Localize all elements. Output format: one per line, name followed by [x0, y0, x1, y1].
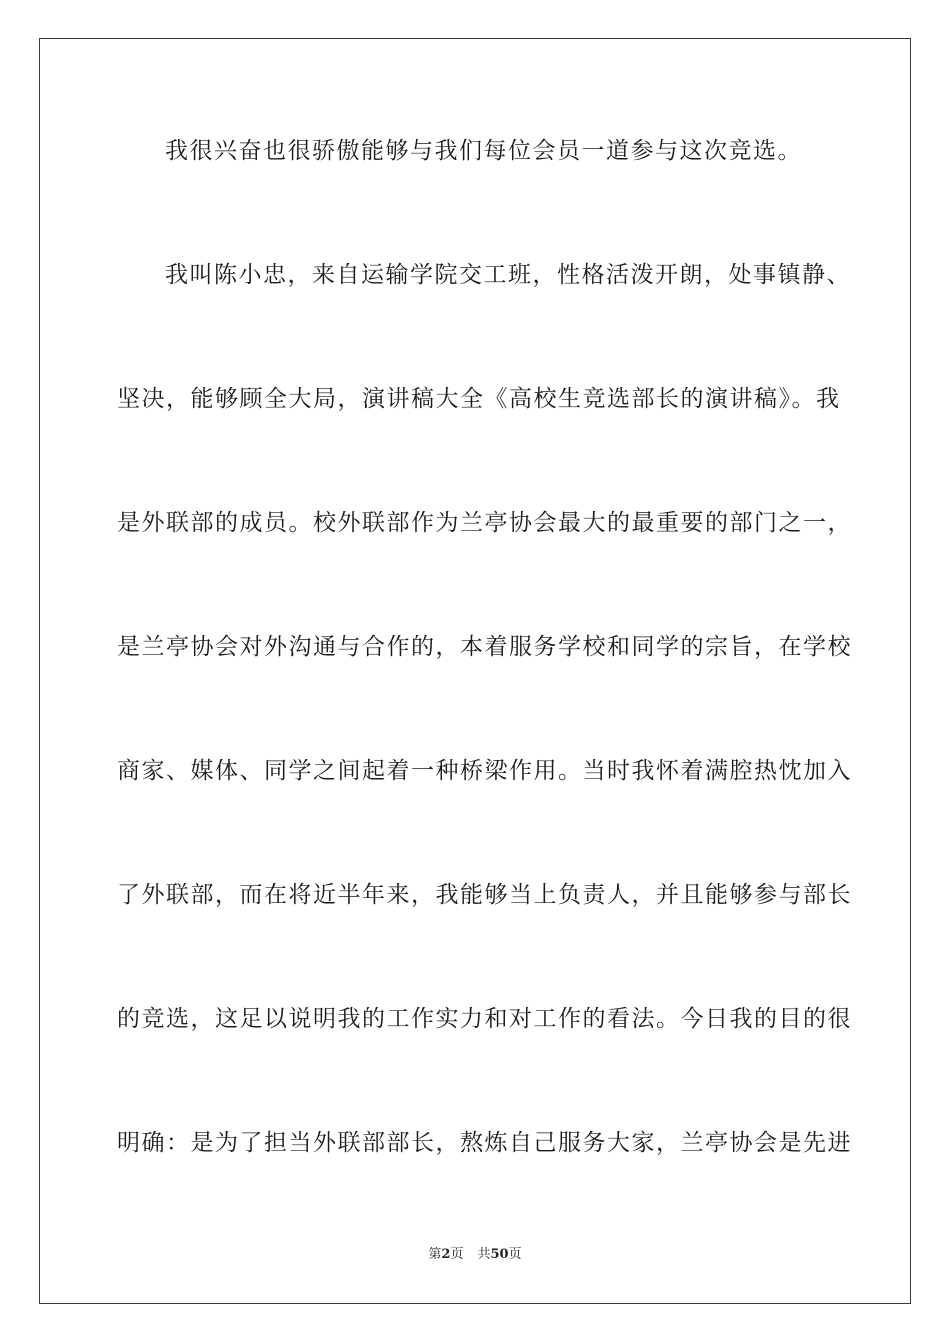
page-suffix: 页: [450, 1247, 464, 1262]
paragraph-line-8: 的竞选，这足以说明我的工作实力和对工作的看法。今日我的目的很: [117, 1006, 852, 1032]
paragraph-line-9: 明确：是为了担当外联部部长，熬炼自己服务大家，兰亭协会是先进: [117, 1130, 852, 1156]
paragraph-line-3: 坚决，能够顾全大局，演讲稿大全《高校生竞选部长的演讲稿》。我: [117, 386, 841, 412]
page-prefix: 第: [428, 1247, 442, 1262]
paragraph-line-1: 我很兴奋也很骄傲能够与我们每位会员一道参与这次竞选。: [165, 138, 802, 164]
paragraph-line-4: 是外联部的成员。校外联部作为兰亭协会最大的最重要的部门之一，: [117, 510, 852, 536]
page-number: 2: [441, 1247, 451, 1262]
paragraph-line-2: 我叫陈小忠，来自运输学院交工班，性格活泼开朗，处事镇静、: [165, 262, 851, 288]
total-prefix: 共: [477, 1247, 491, 1262]
page-border: [39, 38, 911, 1304]
total-pages: 50: [490, 1247, 509, 1262]
page-footer: [0, 1246, 950, 1264]
paragraph-line-6: 商家、媒体、同学之间起着一种桥梁作用。当时我怀着满腔热忱加入: [117, 758, 852, 784]
total-suffix: 页: [508, 1247, 522, 1262]
paragraph-line-7: 了外联部，而在将近半年来，我能够当上负责人，并且能够参与部长: [117, 882, 852, 908]
paragraph-line-5: 是兰亭协会对外沟通与合作的，本着服务学校和同学的宗旨，在学校: [117, 634, 852, 660]
